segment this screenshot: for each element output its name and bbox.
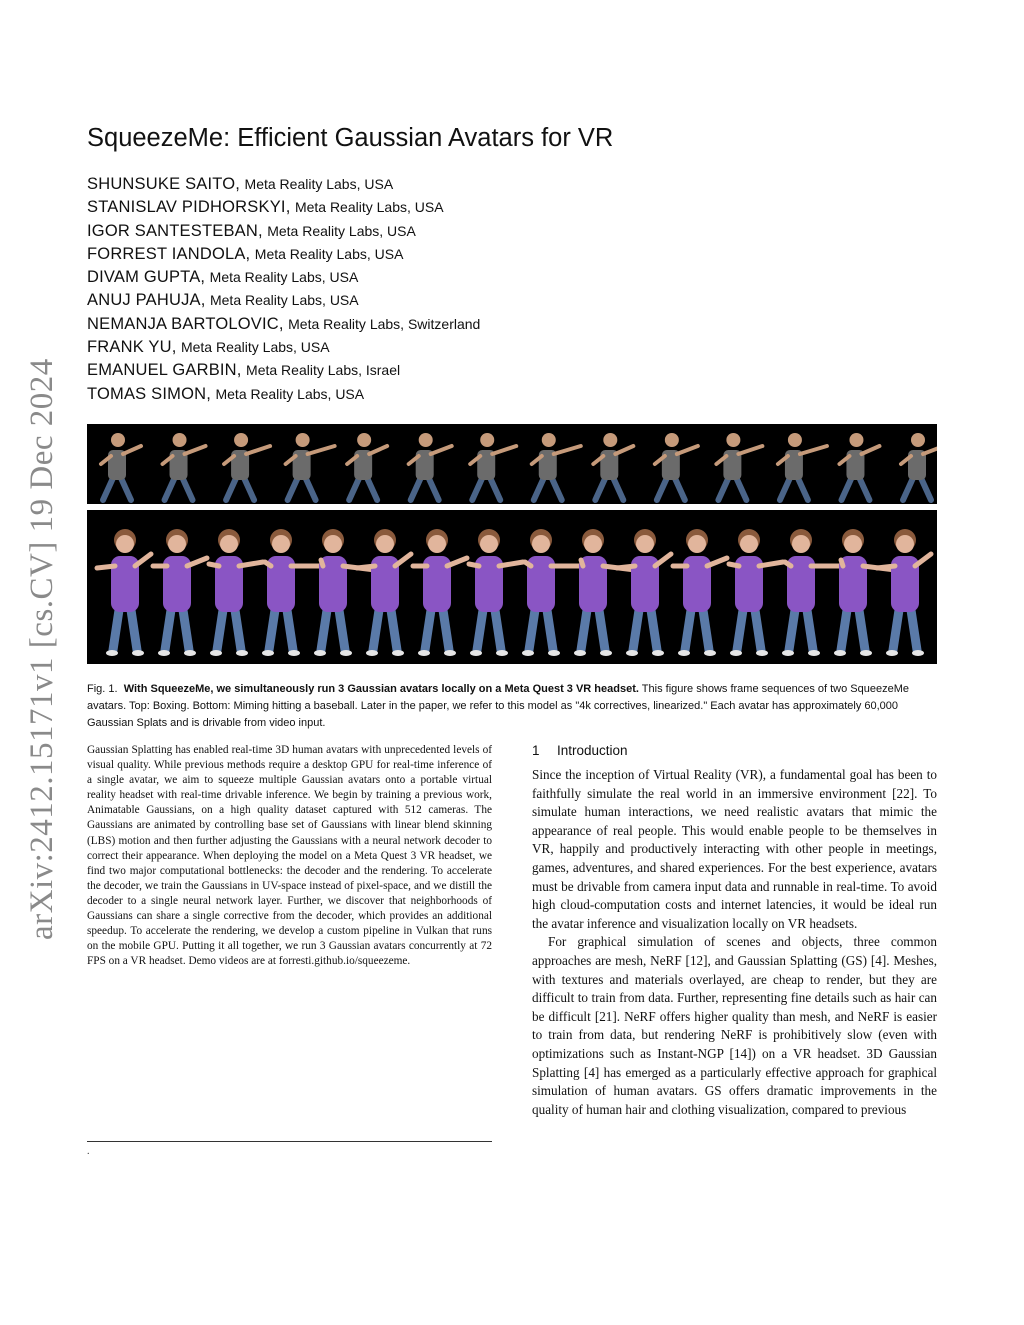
- avatar-head: [419, 433, 433, 447]
- avatar-head: [665, 433, 679, 447]
- avatar-shoe: [210, 650, 222, 656]
- avatar-leg: [859, 610, 865, 650]
- avatar-head: [111, 433, 125, 447]
- avatar-leg: [217, 610, 223, 650]
- avatar-head: [480, 433, 494, 447]
- footnote: .: [87, 1146, 90, 1157]
- avatar-leg: [495, 610, 501, 650]
- avatar-head: [532, 535, 550, 553]
- avatar-leg: [235, 610, 241, 650]
- avatar-arm: [97, 566, 115, 568]
- avatar-head: [911, 433, 925, 447]
- mime-frames-image: [87, 510, 937, 664]
- avatar-leg: [287, 610, 293, 650]
- avatar-shoe: [782, 650, 794, 656]
- figure-background: [87, 424, 937, 504]
- author-name: STANISLAV PIDHORSKYI,: [87, 198, 291, 217]
- avatar-shoe: [730, 650, 742, 656]
- avatar-leg: [183, 610, 189, 650]
- avatar-head: [603, 433, 617, 447]
- avatar-shoe: [340, 650, 352, 656]
- author-affiliation: Meta Reality Labs, USA: [267, 222, 416, 239]
- avatar-head: [376, 535, 394, 553]
- avatar-leg: [911, 610, 917, 650]
- avatar-leg: [893, 610, 899, 650]
- avatar-head: [116, 535, 134, 553]
- avatar-shoe: [314, 650, 326, 656]
- avatar-shoe: [366, 650, 378, 656]
- figure-boxing-sequence: [87, 424, 937, 504]
- paper-title: SqueezeMe: Efficient Gaussian Avatars for VR: [87, 124, 614, 152]
- avatar-shoe: [678, 650, 690, 656]
- avatar-head: [584, 535, 602, 553]
- author-entry: [87, 313, 480, 336]
- avatar-head: [173, 433, 187, 447]
- author-entry: [87, 173, 480, 196]
- avatar-leg: [373, 610, 379, 650]
- avatar-shoe: [392, 650, 404, 656]
- boxing-frames-image: [87, 424, 937, 504]
- avatar-arm: [525, 562, 531, 566]
- author-entry: [87, 359, 480, 382]
- avatar-head: [849, 433, 863, 447]
- figure-baseball-mime-sequence: [87, 510, 937, 664]
- avatar-arm: [877, 566, 895, 568]
- author-entry: [87, 383, 480, 406]
- avatar-leg: [703, 610, 709, 650]
- author-affiliation: Meta Reality Labs, USA: [209, 292, 359, 309]
- avatar-shoe: [652, 650, 664, 656]
- avatar-leg: [269, 610, 275, 650]
- avatar-head: [726, 433, 740, 447]
- avatar-leg: [841, 610, 847, 650]
- abstract: Gaussian Splatting has enabled real-time 3D human avatars with unprecedented levels of visual quality. While previous methods require a desktop GPU for real-time inference of a single avatar, we aim to squeeze multiple Gaussian avatars onto a portable virtual reality headset with real-time drivable inference. We begin by training a previous work, Animatable Gaussians, on a high quality dataset captured with 512 cameras. The Gaussians are animated by controlling base set of Gaussians with linear blend skinning (LBS) motion and then further adjusting the Gaussians with a neural network decoder to correct their appearance. When deploying the model on a Meta Quest 3 VR headset, we find two major computational bottlenecks: the decoder and the rendering. To accelerate the decoder, we train the Gaussians in UV-space instead of pixel-space, and we distill the decoder to a single neural network layer. Further, we discover that neighborhoods of Gaussians can share a single corrective from the decoder, which provides an additional speedup. To accelerate the rendering, we develop a custom pipeline in Vulkan that runs on the mobile GPU. Putting it all together, we run 3 Gaussian avatars concurrently at 72 FPS on a VR headset. Demo videos are at forresti.github.io/squeezeme.: [87, 744, 492, 968]
- avatar-arm: [581, 560, 583, 566]
- avatar-shoe: [704, 650, 716, 656]
- avatar-leg: [339, 610, 345, 650]
- avatar-arm: [321, 560, 323, 566]
- avatar-shoe: [886, 650, 898, 656]
- avatar-leg: [113, 610, 119, 650]
- avatar-head: [480, 535, 498, 553]
- figure-caption: [87, 681, 938, 731]
- avatar-head: [740, 535, 758, 553]
- avatar-leg: [443, 610, 449, 650]
- avatar-head: [792, 535, 810, 553]
- avatar-head: [788, 433, 802, 447]
- avatar-head: [234, 433, 248, 447]
- author-name: IGOR SANTESTEBAN,: [87, 221, 263, 240]
- avatar-arm: [469, 564, 479, 566]
- avatar-arm: [729, 564, 739, 566]
- avatar-head: [296, 433, 310, 447]
- avatar-shoe: [132, 650, 144, 656]
- author-affiliation: Meta Reality Labs, USA: [180, 339, 330, 356]
- avatar-head: [428, 535, 446, 553]
- section-number: 1: [532, 743, 540, 758]
- avatar-head: [542, 433, 556, 447]
- avatar-head: [844, 535, 862, 553]
- avatar-head: [357, 433, 371, 447]
- author-affiliation: Meta Reality Labs, USA: [209, 269, 359, 286]
- avatar-arm: [841, 560, 843, 566]
- avatar-shoe: [418, 650, 430, 656]
- author-name: NEMANJA BARTOLOVIC,: [87, 314, 284, 333]
- avatar-shoe: [288, 650, 300, 656]
- author-name: SHUNSUKE SAITO,: [87, 175, 241, 193]
- avatar-leg: [529, 610, 535, 650]
- avatar-shoe: [626, 650, 638, 656]
- avatar-shoe: [106, 650, 118, 656]
- author-entry: [87, 243, 480, 266]
- author-name: EMANUEL GARBIN,: [87, 361, 242, 380]
- author-name: FORREST IANDOLA,: [87, 244, 251, 263]
- avatar-leg: [165, 610, 171, 650]
- avatar-arm: [357, 566, 375, 568]
- avatar-leg: [737, 610, 743, 650]
- avatar-leg: [477, 610, 483, 650]
- avatar-shoe: [912, 650, 924, 656]
- avatar-shoe: [860, 650, 872, 656]
- avatar-shoe: [158, 650, 170, 656]
- introduction-body: [532, 766, 937, 1119]
- author-name: FRANK YU,: [87, 338, 177, 357]
- avatar-leg: [131, 610, 137, 650]
- avatar-arm: [617, 566, 635, 568]
- avatar-leg: [807, 610, 813, 650]
- avatar-shoe: [496, 650, 508, 656]
- author-entry: [87, 196, 480, 219]
- avatar-arm: [265, 562, 271, 566]
- avatar-shoe: [756, 650, 768, 656]
- avatar-leg: [755, 610, 761, 650]
- author-entry: [87, 289, 480, 312]
- avatar-leg: [391, 610, 397, 650]
- avatar-leg: [685, 610, 691, 650]
- footnote-divider: [87, 1141, 492, 1142]
- avatar-leg: [425, 610, 431, 650]
- section-heading: [532, 743, 628, 758]
- section-title: Introduction: [557, 743, 628, 758]
- avatar-leg: [321, 610, 327, 650]
- author-affiliation: Meta Reality Labs, USA: [244, 176, 394, 192]
- paragraph: For graphical simulation of scenes and objects, three common approaches are mesh, NeRF [12], and Gaussian Splatting (GS) [4]. Meshes, with textures and materials overlayed, are cheap to render, but they are difficult to train from data. Further, representing fine details such as hair can be difficult [21]. NeRF offers higher quality than mesh, and NeRF is easier to train from data, but rendering NeRF is prohibitively slow (even with optimizations such as Instant-NGP [14]) on a VR headset. 3D Gaussian Splatting [4] has emerged as a particularly effective approach for graphical simulation of human avatars. GS offers dramatic improvements in the quality of human hair and clothing visualization, compared to previous: [532, 934, 937, 1117]
- author-affiliation: Meta Reality Labs, Israel: [246, 362, 401, 379]
- avatar-leg: [581, 610, 587, 650]
- avatar-shoe: [834, 650, 846, 656]
- author-name: DIVAM GUPTA,: [87, 268, 206, 287]
- avatar-shoe: [184, 650, 196, 656]
- avatar-shoe: [808, 650, 820, 656]
- avatar-shoe: [600, 650, 612, 656]
- avatar-shoe: [548, 650, 560, 656]
- avatar-shoe: [444, 650, 456, 656]
- author-entry: [87, 220, 480, 243]
- author-entry: [87, 266, 480, 289]
- author-affiliation: Meta Reality Labs, USA: [254, 245, 404, 262]
- paragraph: Since the inception of Virtual Reality (VR), a fundamental goal has been to faithfully simulate the real world in an immersive environment [22]. To simulate human interactions, we need realistic avatars that mimic the appearance of real people. This would enable people to be themselves in VR, happily and productively interacting with other people in meetings, games, adventures, and shared experiences. For the best experience, avatars must be drivable from camera input data and runnable in real-time. To avoid high cloud-computation costs and internet latencies, it would be ideal run the avatar inference and visualization locally on VR headsets.: [532, 767, 937, 931]
- avatar-head: [896, 535, 914, 553]
- arxiv-identifier[interactable]: arXiv:2412.15171v1 [cs.CV] 19 Dec 2024: [24, 358, 60, 940]
- avatar-shoe: [522, 650, 534, 656]
- avatar-leg: [633, 610, 639, 650]
- author-name: ANUJ PAHUJA,: [87, 291, 206, 310]
- avatar-head: [168, 535, 186, 553]
- caption-label: Fig. 1.: [87, 683, 118, 695]
- avatar-arm: [785, 562, 791, 566]
- avatar-leg: [599, 610, 605, 650]
- avatar-shoe: [236, 650, 248, 656]
- caption-lead: With SqueezeMe, we simultaneously run 3 Gaussian avatars locally on a Meta Quest 3 VR headset.: [123, 683, 639, 695]
- avatar-leg: [651, 610, 657, 650]
- avatar-head: [272, 535, 290, 553]
- avatar-head: [324, 535, 342, 553]
- avatar-leg: [547, 610, 553, 650]
- author-name: TOMAS SIMON,: [87, 384, 212, 403]
- avatar-leg: [789, 610, 795, 650]
- author-affiliation: Meta Reality Labs, USA: [294, 199, 444, 216]
- avatar-head: [688, 535, 706, 553]
- caption-body: This figure shows frame sequences of two SqueezeMe avatars. Top: Boxing. Bottom: Miming hitting a baseball. Later in the paper, we refer to this model as "4k correctives, linearized." Each avatar has approximately 60,000 Gaussian Splats and is drivable from video input.: [87, 683, 909, 729]
- avatar-shoe: [574, 650, 586, 656]
- avatar-head: [220, 535, 238, 553]
- avatar-shoe: [470, 650, 482, 656]
- avatar-head: [636, 535, 654, 553]
- author-affiliation: Meta Reality Labs, Switzerland: [288, 315, 481, 332]
- avatar-arm: [209, 564, 219, 566]
- author-list: [87, 173, 480, 406]
- avatar-shoe: [262, 650, 274, 656]
- author-affiliation: Meta Reality Labs, USA: [215, 385, 365, 402]
- author-entry: [87, 336, 480, 359]
